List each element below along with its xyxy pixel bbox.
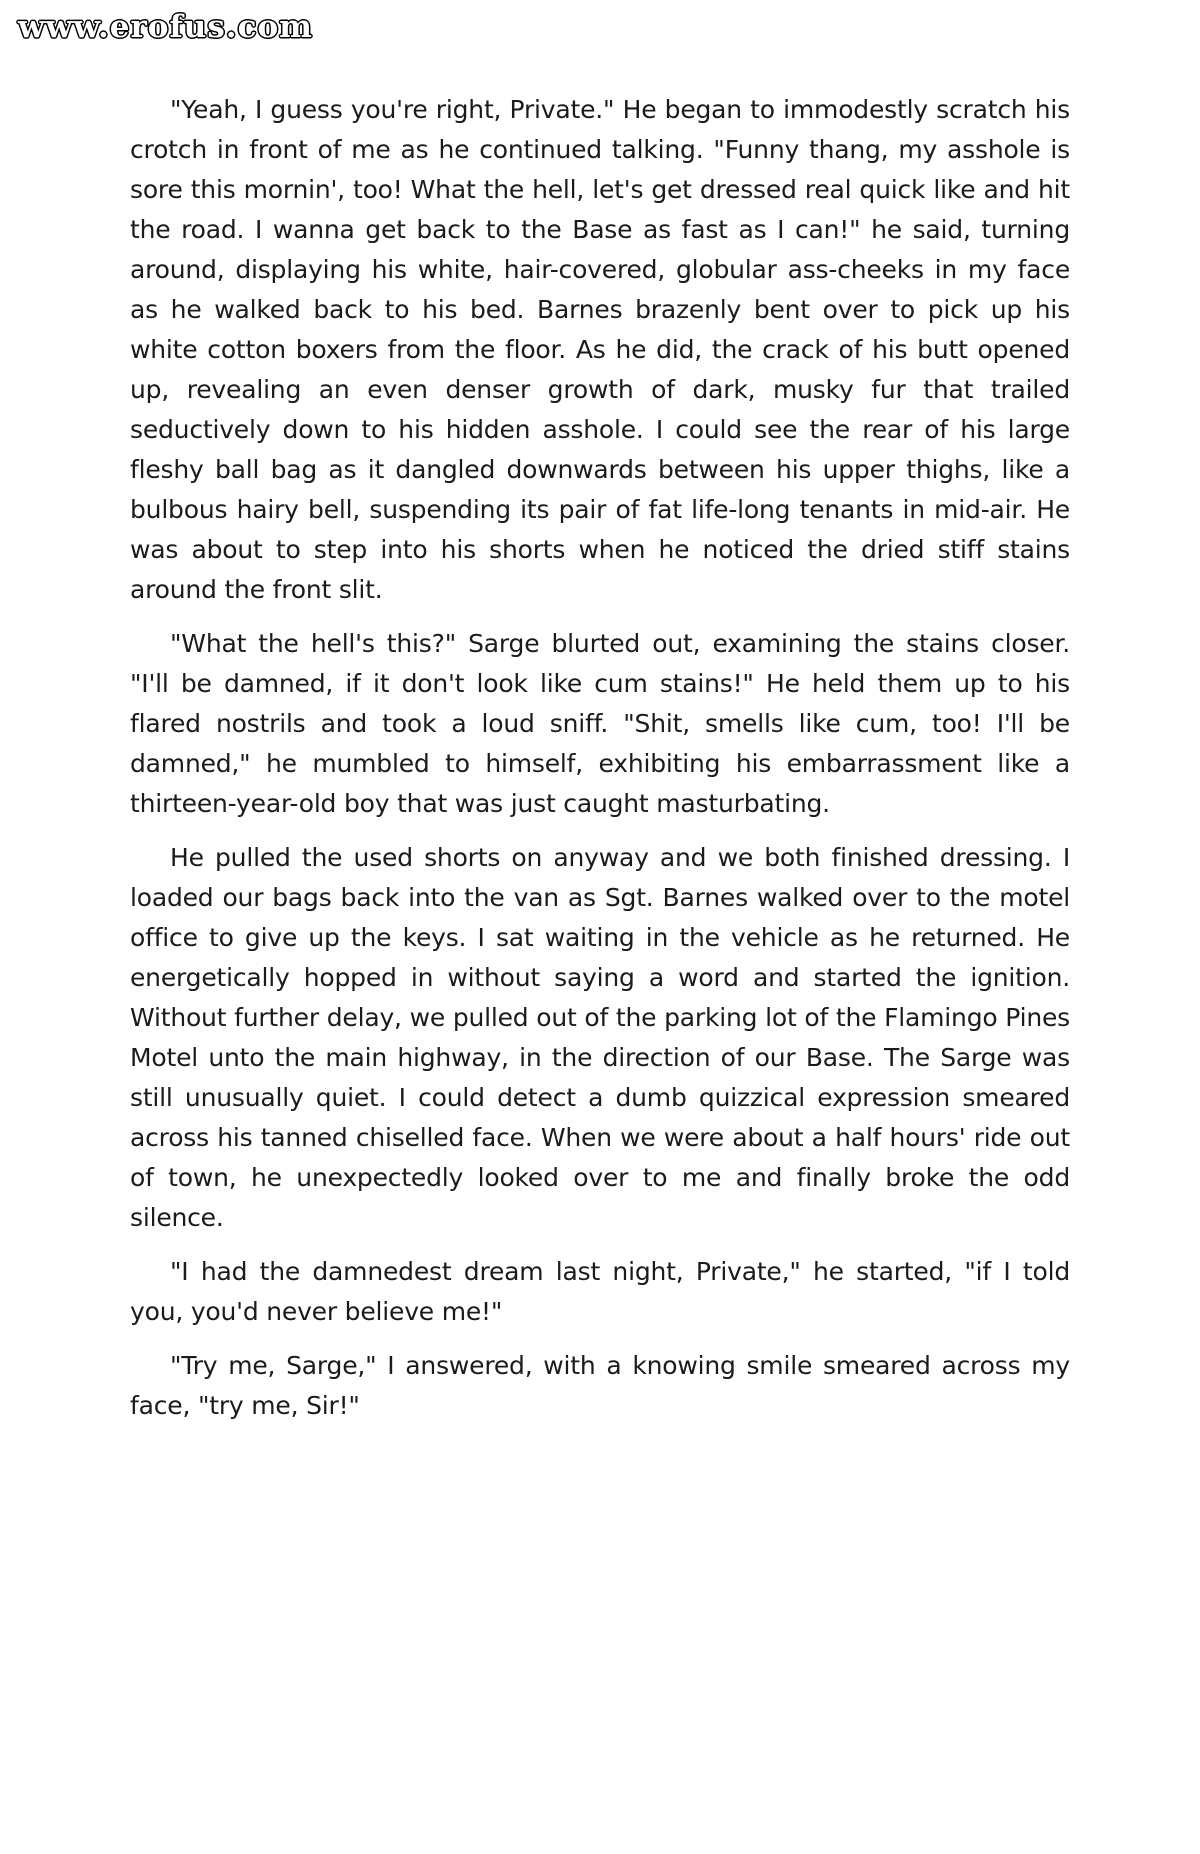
story-paragraph: "Try me, Sarge," I answered, with a knowing smile smeared across my face, "try me, Sir!" [130, 1351, 1070, 1420]
story-text-block [130, 90, 1070, 1426]
story-paragraph: He pulled the used shorts on anyway and we both finished dressing. I loaded our bags back into the van as Sgt. Barnes walked over to the motel office to give up the keys. I sat waiting in the vehicle as he returned. He energetically hopped in without saying a word and started the ignition. Without further delay, we pulled out of the parking lot of the Flamingo Pines Motel unto the main highway, in the direction of our Base. The Sarge was still unusually quiet. I could detect a dumb quizzical expression smeared across his tanned chiselled face. When we were about a half hours' ride out of town, he unexpectedly looked over to me and finally broke the odd silence. [130, 843, 1070, 1232]
story-paragraph: "I had the damnedest dream last night, Private," he started, "if I told you, you'd never believe me!" [130, 1257, 1070, 1326]
watermark: www.erofus.com [18, 9, 313, 45]
story-paragraph: "Yeah, I guess you're right, Private." He began to immodestly scratch his crotch in front of me as he continued talking. "Funny thang, my asshole is sore this mornin', too! What the hell, let's get dressed real quick like and hit the road. I wanna get back to the Base as fast as I can!" he said, turning around, displaying his white, hair-covered, globular ass-cheeks in my face as he walked back to his bed. Barnes brazenly bent over to pick up his white cotton boxers from the floor. As he did, the crack of his butt opened up, revealing an even denser growth of dark, musky fur that trailed seductively down to his hidden asshole. I could see the rear of his large fleshy ball bag as it dangled downwards between his upper thighs, like a bulbous hairy bell, suspending its pair of fat life-long tenants in mid-air. He was about to step into his shorts when he noticed the dried stiff stains around the front slit. [130, 95, 1070, 604]
story-paragraph: "What the hell's this?" Sarge blurted out, examining the stains closer. "I'll be damned, if it don't look like cum stains!" He held them up to his flared nostrils and took a loud sniff. "Shit, smells like cum, too! I'll be damned," he mumbled to himself, exhibiting his embarrassment like a thirteen-year-old boy that was just caught masturbating. [130, 629, 1070, 818]
